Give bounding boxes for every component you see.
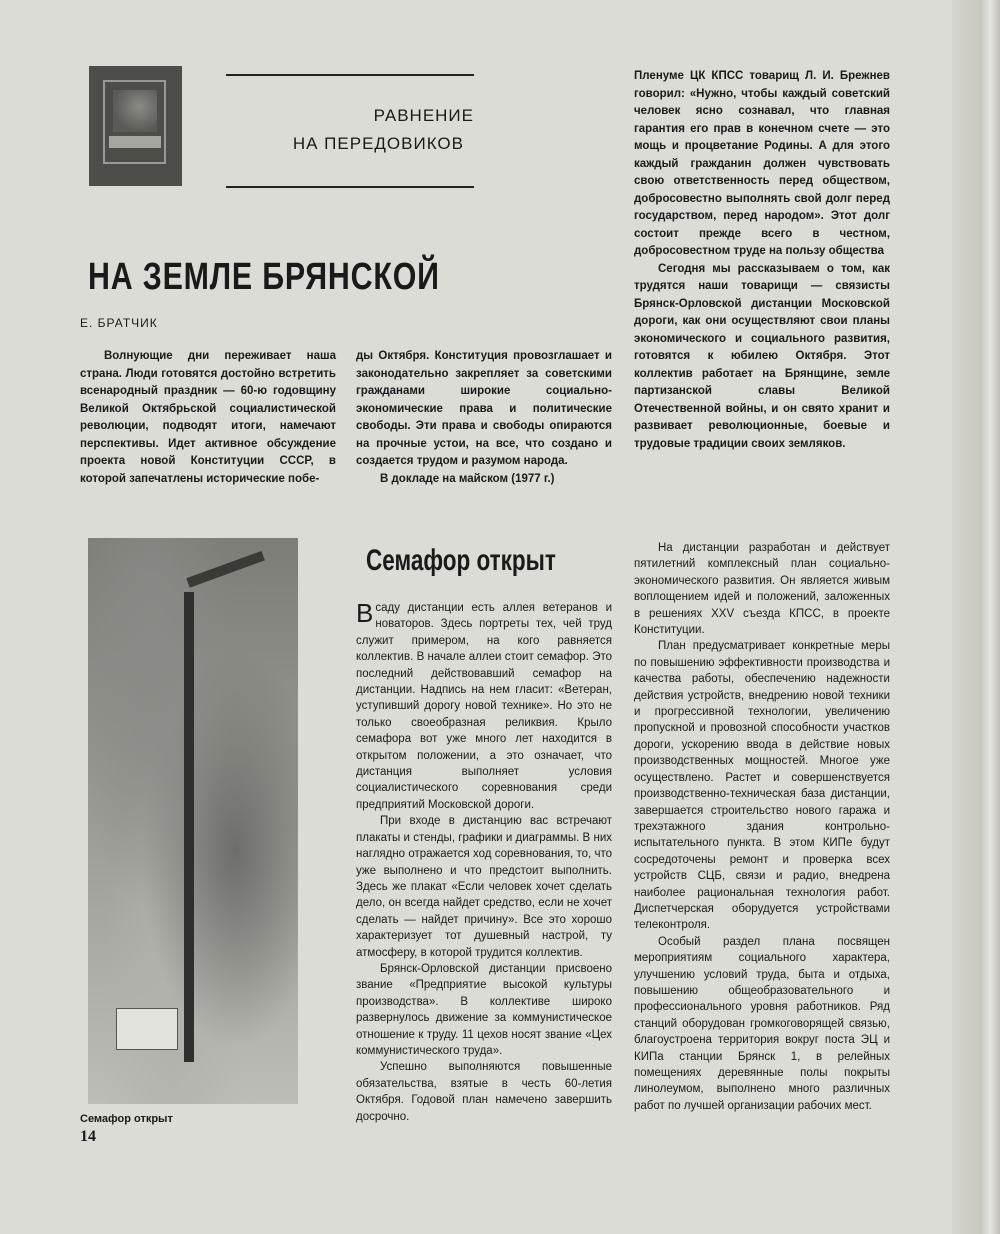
body-paragraph: саду дистанции есть аллея ветеранов и новаторов. Здесь портреты тех, чей труд служит примером, на кого равняется коллектив. В начале аллеи стоит семафор. Это последний действовавший семафор на дистанции. Надпись на нем гласит: «Ветеран, уступивший дорогу новой технике». Но это не только своеобразная реликвия. Крыло семафора вот уже много лет находится в открытом положении, а это означает, что дистанция выполняет условия социалистического соревнования среди предприятий Московской дороги. xyxy=(356,602,612,811)
lead-paragraph: В докладе на майском (1977 г.) xyxy=(380,472,555,485)
page-edge xyxy=(952,0,1000,1234)
semaphore-plaque xyxy=(116,1008,178,1050)
lead-column-1 xyxy=(80,348,336,488)
lead-paragraph: Волнующие дни переживает наша страна. Люди готовятся достойно встретить всенародный праздник — 60-ю годовщину Великой Октябрьской социалистической революции, подводят итоги, намечают перспективы. Идет активное обсуждение проекта новой Конституции СССР, в которой запечатлены исторические побе- xyxy=(80,350,336,485)
lead-paragraph: Сегодня мы рассказываем о том, как трудятся наши товарищи — связисты Брянск-Орловской дистанции Московской дороги, как они осуществляют свои планы экономического и социального развития, готовятся к юбилею Октября. Этот коллектив работает на Брянщине, земле партизанской славы Великой Отечественной войны, и он свято хранит и развивает революционные, боевые и трудовые традиции своих земляков. xyxy=(634,262,890,450)
emblem-ribbon xyxy=(109,136,161,148)
article-author: Е. БРАТЧИК xyxy=(80,316,158,330)
body-paragraph: План предусматривает конкретные меры по повышению эффективности производства и качества работы, обеспечению надежности действия устройств, внедрению новой техники и прогрессивной технологии, увеличению пропускной и провозной способности участков дороги, ускорению ввода в действие новых производственных мощностей. Многое уже осуществлено. Растет и совершенствуется производственно-техническая база дистанции, завершается строительство нового гаража и трехэтажного здания контрольно-испытательного пункта. В этом КИПе будут сосредоточены ремонт и проверка всех устройств СЦБ, связи и радио, внедрена наиболее рациональная технология работ. Диспетчерская оборудуется устройствами телеконтроля. xyxy=(634,640,890,932)
rubric-line-2: НА ПЕРЕДОВИКОВ xyxy=(292,134,464,153)
semaphore-photo xyxy=(88,538,298,1104)
drop-cap: В xyxy=(356,598,374,628)
lead-paragraph: Пленуме ЦК КПСС товарищ Л. И. Брежнев говорил: «Нужно, чтобы каждый советский человек ясно сознавал, что главная гарантия его прав в конечном счете — это мощь и процветание Родины. А для этого каждый гражданин должен чувствовать свою ответственность перед обществом, добросовестно выполнять свой долг перед государством, перед народом». Этот долг состоит прежде всего в честном, добросовестном труде на пользу общества xyxy=(634,70,890,257)
body-paragraph: Особый раздел плана посвящен мероприятиям социального характера, улучшению условий труда, быта и отдыха, повышению общеобразовательного и профессионального уровня работников. Ряд станций оборудован громкоговорящей связью, благоустроена территория вокруг поста ЭЦ и КИПа станции Брянск 1, в релейных помещениях деревянные полы покрыты линолеумом, выполнено много различных работ по лучшей организации рабочих мест. xyxy=(634,935,890,1112)
photo-caption: Семафор открыт xyxy=(80,1113,173,1125)
semaphore-arm xyxy=(186,551,265,588)
rubric-top-rule xyxy=(226,74,474,76)
article-headline: НА ЗЕМЛЕ БРЯНСКОЙ xyxy=(88,256,440,298)
lead-column-2 xyxy=(356,348,612,488)
body-paragraph: На дистанции разработан и действует пятилетний комплексный план социально-экономического развития. Он является живым воплощением идей и положений, заложенных в решениях XXV съезда КПСС, в проекте Конституции. xyxy=(634,542,890,637)
semaphore-mast xyxy=(184,592,194,1062)
lead-column-3 xyxy=(634,68,890,453)
body-paragraph: Брянск-Орловской дистанции присвоено звание «Предприятие высокой культуры производства». В коллективе широко развернулось движение за коммунистическое отношение к труду. 11 цехов носят звание «Цех коммунистического труда». xyxy=(356,962,612,1057)
body-column-2 xyxy=(356,600,612,1125)
rubric-bottom-rule xyxy=(226,186,474,188)
emblem-portrait xyxy=(113,90,157,132)
body-paragraph: При входе в дистанцию вас встречают плакаты и стенды, графики и диаграммы. В них наглядно отражается ход соревнования, то, что уже выполнено и что предстоит выполнить. Здесь же плакат «Если человек хочет сделать дело, он всегда найдет средство, если не хочет сделать — найдет причину». Все это хорошо характеризует тот душевный настрой, ту атмосферу, в которой трудится коллектив. xyxy=(356,815,612,959)
body-column-3 xyxy=(634,540,890,1114)
lead-paragraph: ды Октября. Конституция провозглашает и законодательно закрепляет за советскими гражданами широкие социально-экономические права и политические свободы. Эти права и свободы опираются на прочные устои, на все, что создано и создается трудом и разумом народа. xyxy=(356,350,612,467)
section-subhead: Семафор открыт xyxy=(366,544,556,577)
rubric-line-1: РАВНЕНИЕ xyxy=(373,106,474,125)
body-paragraph: Успешно выполняются повышенные обязательства, взятые в честь 60-летия Октября. Годовой план намечено завершить досрочно. xyxy=(356,1061,612,1123)
page-number: 14 xyxy=(80,1128,96,1145)
rubric-emblem-image xyxy=(89,66,182,186)
